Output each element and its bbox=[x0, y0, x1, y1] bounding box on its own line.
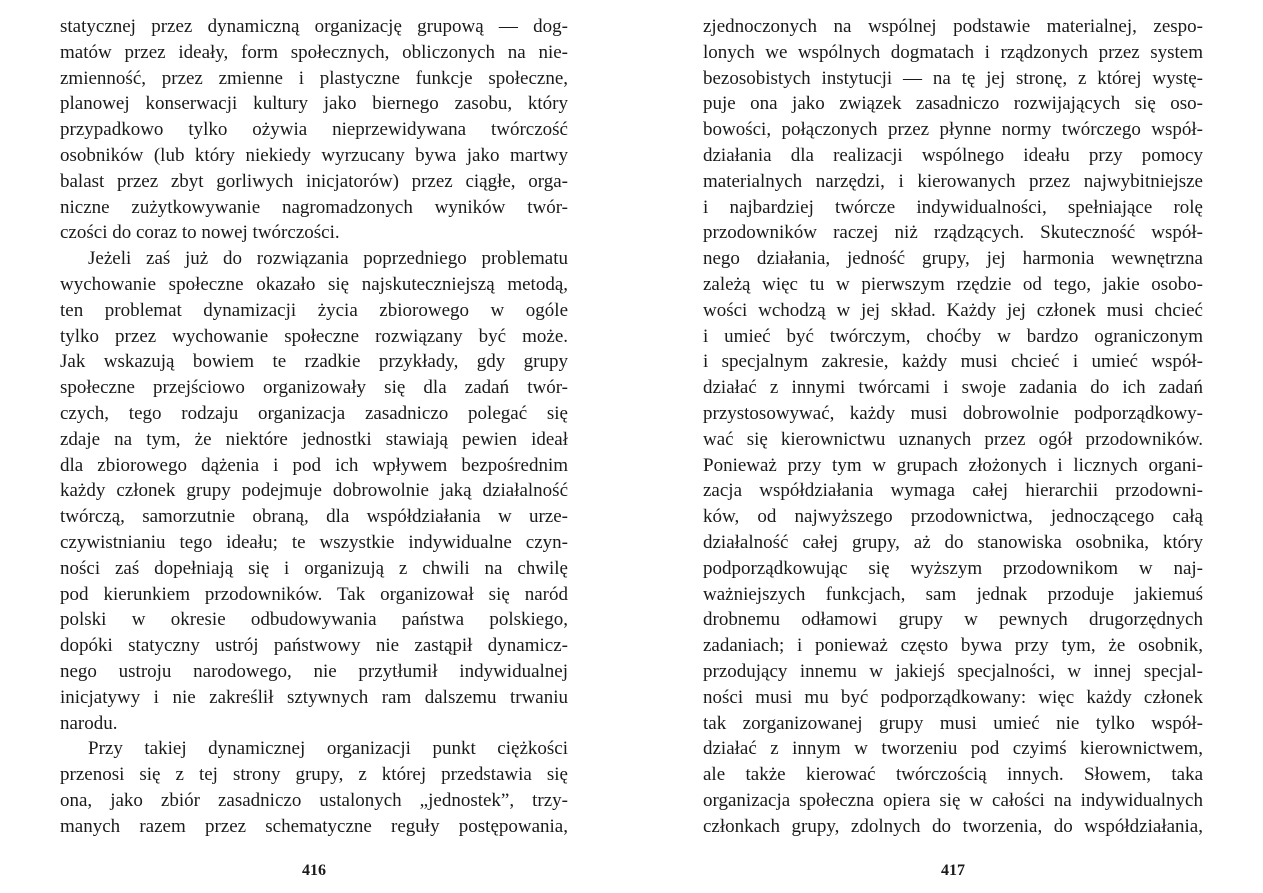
text-line: ności zaś dopełniają się i organizują z chwili na chwilę bbox=[60, 557, 568, 579]
text-line: Jeżeli zaś już do rozwiązania poprzedniego problematu bbox=[88, 248, 568, 270]
left-page-number: 416 bbox=[302, 862, 326, 879]
text-line: działać z innym w tworzeniu pod czyimś kierownictwem, bbox=[703, 738, 1203, 760]
text-line: niczne zużytkowywanie nagromadzonych wyników twór- bbox=[60, 196, 568, 218]
text-line: ale także kierować twórczością innych. Słowem, taka bbox=[703, 764, 1203, 786]
text-line: puje ona jako związek zasadniczo rozwijających się oso- bbox=[703, 93, 1203, 115]
text-line: Przy takiej dynamicznej organizacji punkt ciężkości bbox=[88, 738, 568, 760]
text-line: pod kierunkiem przodowników. Tak organizował się naród bbox=[60, 583, 568, 605]
text-line: bowości, połączonych przez płynne normy twórczego współ- bbox=[703, 119, 1203, 141]
text-line: osobników (lub który niekiedy wyrzucany bywa jako martwy bbox=[60, 144, 568, 166]
text-line: Jak wskazują bowiem te rzadkie przykłady, gdy grupy bbox=[60, 351, 568, 373]
text-line: planowej konserwacji kultury jako biernego zasobu, który bbox=[60, 93, 568, 115]
text-line: zadaniach; i ponieważ często bywa przy tym, że osobnik, bbox=[703, 635, 1203, 657]
text-line: przypadkowo tylko ożywia nieprzewidywana twórczość bbox=[60, 119, 568, 141]
text-line: czości do coraz to nowej twórczości. bbox=[60, 222, 340, 244]
text-line: nego ustroju narodowego, nie przytłumił indywidualnej bbox=[60, 660, 568, 682]
text-line: narodu. bbox=[60, 712, 118, 734]
left-page bbox=[60, 14, 568, 884]
text-line: społeczne przejściowo organizowały się dla zadań twór- bbox=[60, 377, 568, 399]
text-line: działać z innymi twórcami i swoje zadania do ich zadań bbox=[703, 377, 1203, 399]
text-line: wać się kierownictwu uznanych przez ogół przodowników. bbox=[703, 428, 1203, 450]
text-line: wości wchodzą w jej skład. Każdy jej członek musi chcieć bbox=[703, 299, 1203, 321]
text-line: czych, tego rodzaju organizacja zasadniczo polegać się bbox=[60, 402, 568, 424]
text-line: bezosobistych instytucji — na tę jej stronę, z której wystę- bbox=[703, 67, 1203, 89]
text-line: twórczą, samorzutnie obraną, dla współdziałania w urze- bbox=[60, 506, 568, 528]
text-line: wychowanie społeczne okazało się najskuteczniejszą metodą, bbox=[60, 273, 568, 295]
text-line: dla zbiorowego dążenia i pod ich wpływem bezpośrednim bbox=[60, 454, 568, 476]
left-page-text bbox=[60, 14, 568, 840]
text-line: działalność całej grupy, aż do stanowiska osobnika, który bbox=[703, 531, 1203, 553]
text-line: matów przez ideały, form społecznych, obliczonych na nie- bbox=[60, 41, 568, 63]
right-page-number: 417 bbox=[941, 862, 965, 879]
text-line: materialnych narzędzi, i kierowanych przez najwybitniejsze bbox=[703, 170, 1203, 192]
text-line: balast przez zbyt gorliwych inicjatorów) przez ciągłe, orga- bbox=[60, 170, 568, 192]
text-line: i specjalnym zakresie, każdy musi chcieć i umieć współ- bbox=[703, 351, 1203, 373]
text-line: Ponieważ przy tym w grupach złożonych i licznych organi- bbox=[703, 454, 1203, 476]
text-line: polski w okresie odbudowywania państwa polskiego, bbox=[60, 609, 568, 631]
text-line: przenosi się z tej strony grupy, z której przedstawia się bbox=[60, 764, 568, 786]
text-line: i umieć być twórczym, choćby w bardzo ograniczonym bbox=[703, 325, 1203, 347]
text-line: statycznej przez dynamiczną organizację grupową — dog- bbox=[60, 16, 568, 37]
text-line: ważniejszych funkcjach, sam jednak przoduje jakiemuś bbox=[703, 583, 1203, 605]
text-line: lonych we wspólnych dogmatach i rządzonych przez system bbox=[703, 41, 1203, 63]
text-line: nego działania, jedność grupy, jej harmonia wewnętrzna bbox=[703, 248, 1203, 270]
text-line: zacja współdziałania wymaga całej hierarchii przodowni- bbox=[703, 480, 1203, 502]
text-line: przystosowywać, każdy musi dobrowolnie podporządkowy- bbox=[703, 402, 1203, 424]
text-line: czywistnianiu tego ideału; te wszystkie indywidualne czyn- bbox=[60, 531, 568, 553]
text-line: przodujący innemu w jakiejś specjalności, w innej specjal- bbox=[703, 660, 1203, 682]
text-line: przodowników raczej niż rządzących. Skuteczność współ- bbox=[703, 222, 1203, 244]
text-line: dopóki statyczny ustrój państwowy nie zastąpił dynamicz- bbox=[60, 635, 568, 657]
text-line: ona, jako zbiór zasadniczo ustalonych „jednostek”, trzy- bbox=[60, 789, 568, 811]
text-line: tylko przez wychowanie społeczne rozwiązany być może. bbox=[60, 325, 568, 347]
text-line: tak zorganizowanej grupy musi umieć nie tylko współ- bbox=[703, 712, 1203, 734]
text-line: ności musi mu być podporządkowany: więc każdy członek bbox=[703, 686, 1203, 708]
text-line: ten problemat dynamizacji życia zbiorowego w ogóle bbox=[60, 299, 568, 321]
text-line: organizacja społeczna opiera się w całości na indywidualnych bbox=[703, 789, 1203, 811]
text-line: zależą więc tu w pierwszym rzędzie od tego, jakie osobo- bbox=[703, 273, 1203, 295]
text-line: drobnemu odłamowi grupy w pewnych drugorzędnych bbox=[703, 609, 1203, 631]
text-line: inicjatywy i nie zakreślił sztywnych ram dalszemu trwaniu bbox=[60, 686, 568, 708]
text-line: podporządkowując się wyższym przodownikom w naj- bbox=[703, 557, 1203, 579]
text-line: działania dla realizacji wspólnego ideału przy pomocy bbox=[703, 144, 1203, 166]
text-line: zjednoczonych na wspólnej podstawie materialnej, zespo- bbox=[703, 16, 1203, 37]
text-line: ków, od najwyższego przodownictwa, jednoczącego całą bbox=[703, 506, 1203, 528]
text-line: manych razem przez schematyczne reguły postępowania, bbox=[60, 815, 568, 837]
right-page bbox=[703, 14, 1203, 884]
text-line: każdy członek grupy podejmuje dobrowolnie jaką działalność bbox=[60, 480, 568, 502]
text-line: członkach grupy, zdolnych do tworzenia, do współdziałania, bbox=[703, 815, 1203, 837]
text-line: zdaje na tym, że niektóre jednostki stawiają pewien ideał bbox=[60, 428, 568, 450]
text-line: i najbardziej twórcze indywidualności, spełniające rolę bbox=[703, 196, 1203, 218]
right-page-text bbox=[703, 14, 1203, 840]
text-line: zmienność, przez zmienne i plastyczne funkcje społeczne, bbox=[60, 67, 568, 89]
